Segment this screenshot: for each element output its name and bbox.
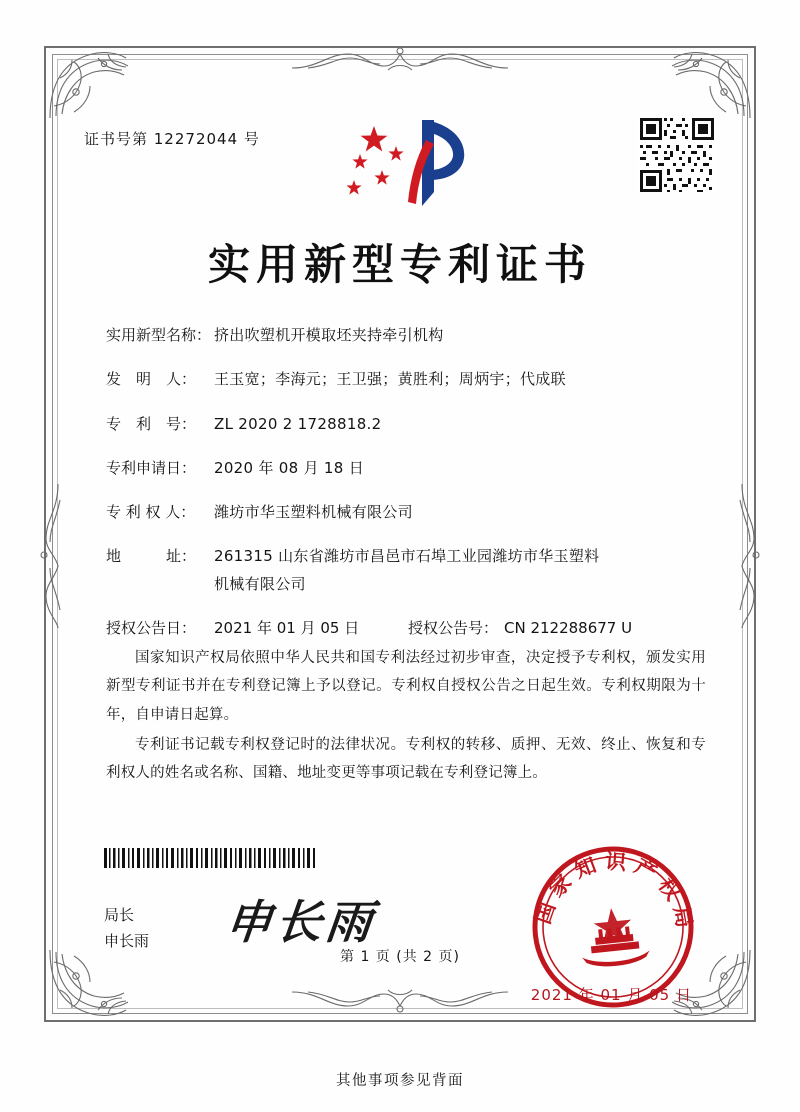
edge-ornament-icon — [288, 44, 512, 74]
footer-note: 其他事项参见背面 — [336, 1073, 464, 1089]
field-label: 专 利 号： — [106, 414, 197, 433]
field-row-inventors — [106, 368, 706, 391]
grant-date-group — [106, 617, 408, 640]
field-value-line2: 机械有限公司 — [214, 574, 306, 593]
page-indicator: 第 1 页 (共 2 页) — [340, 949, 460, 965]
qr-code — [638, 116, 716, 194]
page-title: 实用新型专利证书 — [207, 240, 592, 289]
field-value: 王玉宽；李海元；王卫强；黄胜利；周炳宇；代成联 — [214, 370, 566, 389]
field-label: 专利申请日： — [106, 458, 197, 477]
field-value-group — [214, 545, 706, 596]
grant-number-group — [408, 617, 632, 640]
field-value: 2020 年 08 月 18 日 — [214, 458, 364, 477]
field-label: 地 址： — [106, 547, 197, 566]
director-title: 局长 — [104, 906, 135, 924]
cnipa-emblem-icon — [330, 114, 470, 210]
legal-paragraph-1: 国家知识产权局依照中华人民共和国专利法经过初步审查，决定授予专利权，颁发实用新型专利证书并在专利登记簿上予以登记。专利权自授权公告之日起生效。专利权期限为十年，自申请日起算。 — [106, 650, 706, 723]
field-list — [106, 324, 706, 658]
field-value: CN 212288677 U — [504, 618, 633, 637]
field-label: 发 明 人： — [106, 370, 197, 389]
edge-ornament-icon — [734, 480, 764, 630]
seal-date: 2021 年 01 月 05 日 — [530, 986, 692, 1004]
svg-text:国家知识产权局: 国家知识产权局 — [529, 848, 699, 937]
legal-text — [106, 644, 706, 789]
barcode — [104, 848, 316, 868]
field-label: 实用新型名称： — [106, 326, 212, 344]
director-name: 申长雨 — [104, 932, 150, 951]
field-row-address — [106, 545, 706, 596]
legal-paragraph-2: 专利证书记载专利权登记时的法律状况。专利权的转移、质押、无效、终止、恢复和专利权人的姓名或名称、国籍、地址变更等事项记载在专利登记簿上。 — [106, 736, 706, 782]
field-value: ZL 2020 2 1728818.2 — [214, 414, 382, 433]
field-value-line1: 261315 山东省潍坊市昌邑市石埠工业园潍坊市华玉塑料 — [214, 547, 600, 566]
field-value: 潍坊市华玉塑料机械有限公司 — [214, 503, 413, 521]
field-row-application-date — [106, 457, 706, 480]
certificate-content — [76, 96, 724, 1004]
handwritten-signature: 申长雨 — [222, 895, 379, 949]
field-label: 专 利 权 人： — [106, 503, 196, 521]
field-row-grant-announcement — [106, 617, 706, 640]
field-value: 2021 年 01 月 05 日 — [214, 618, 360, 637]
field-label: 授权公告号： — [408, 618, 499, 637]
field-row-utility-model-name — [106, 324, 706, 347]
certificate-number: 证书号第 12272044 号 — [84, 130, 260, 148]
field-value: 挤出吹塑机开模取坯夹持牵引机构 — [214, 326, 444, 344]
field-label: 授权公告日： — [106, 618, 197, 637]
field-row-patent-number — [106, 413, 706, 436]
field-row-patentee — [106, 501, 706, 524]
edge-ornament-icon — [36, 480, 66, 630]
